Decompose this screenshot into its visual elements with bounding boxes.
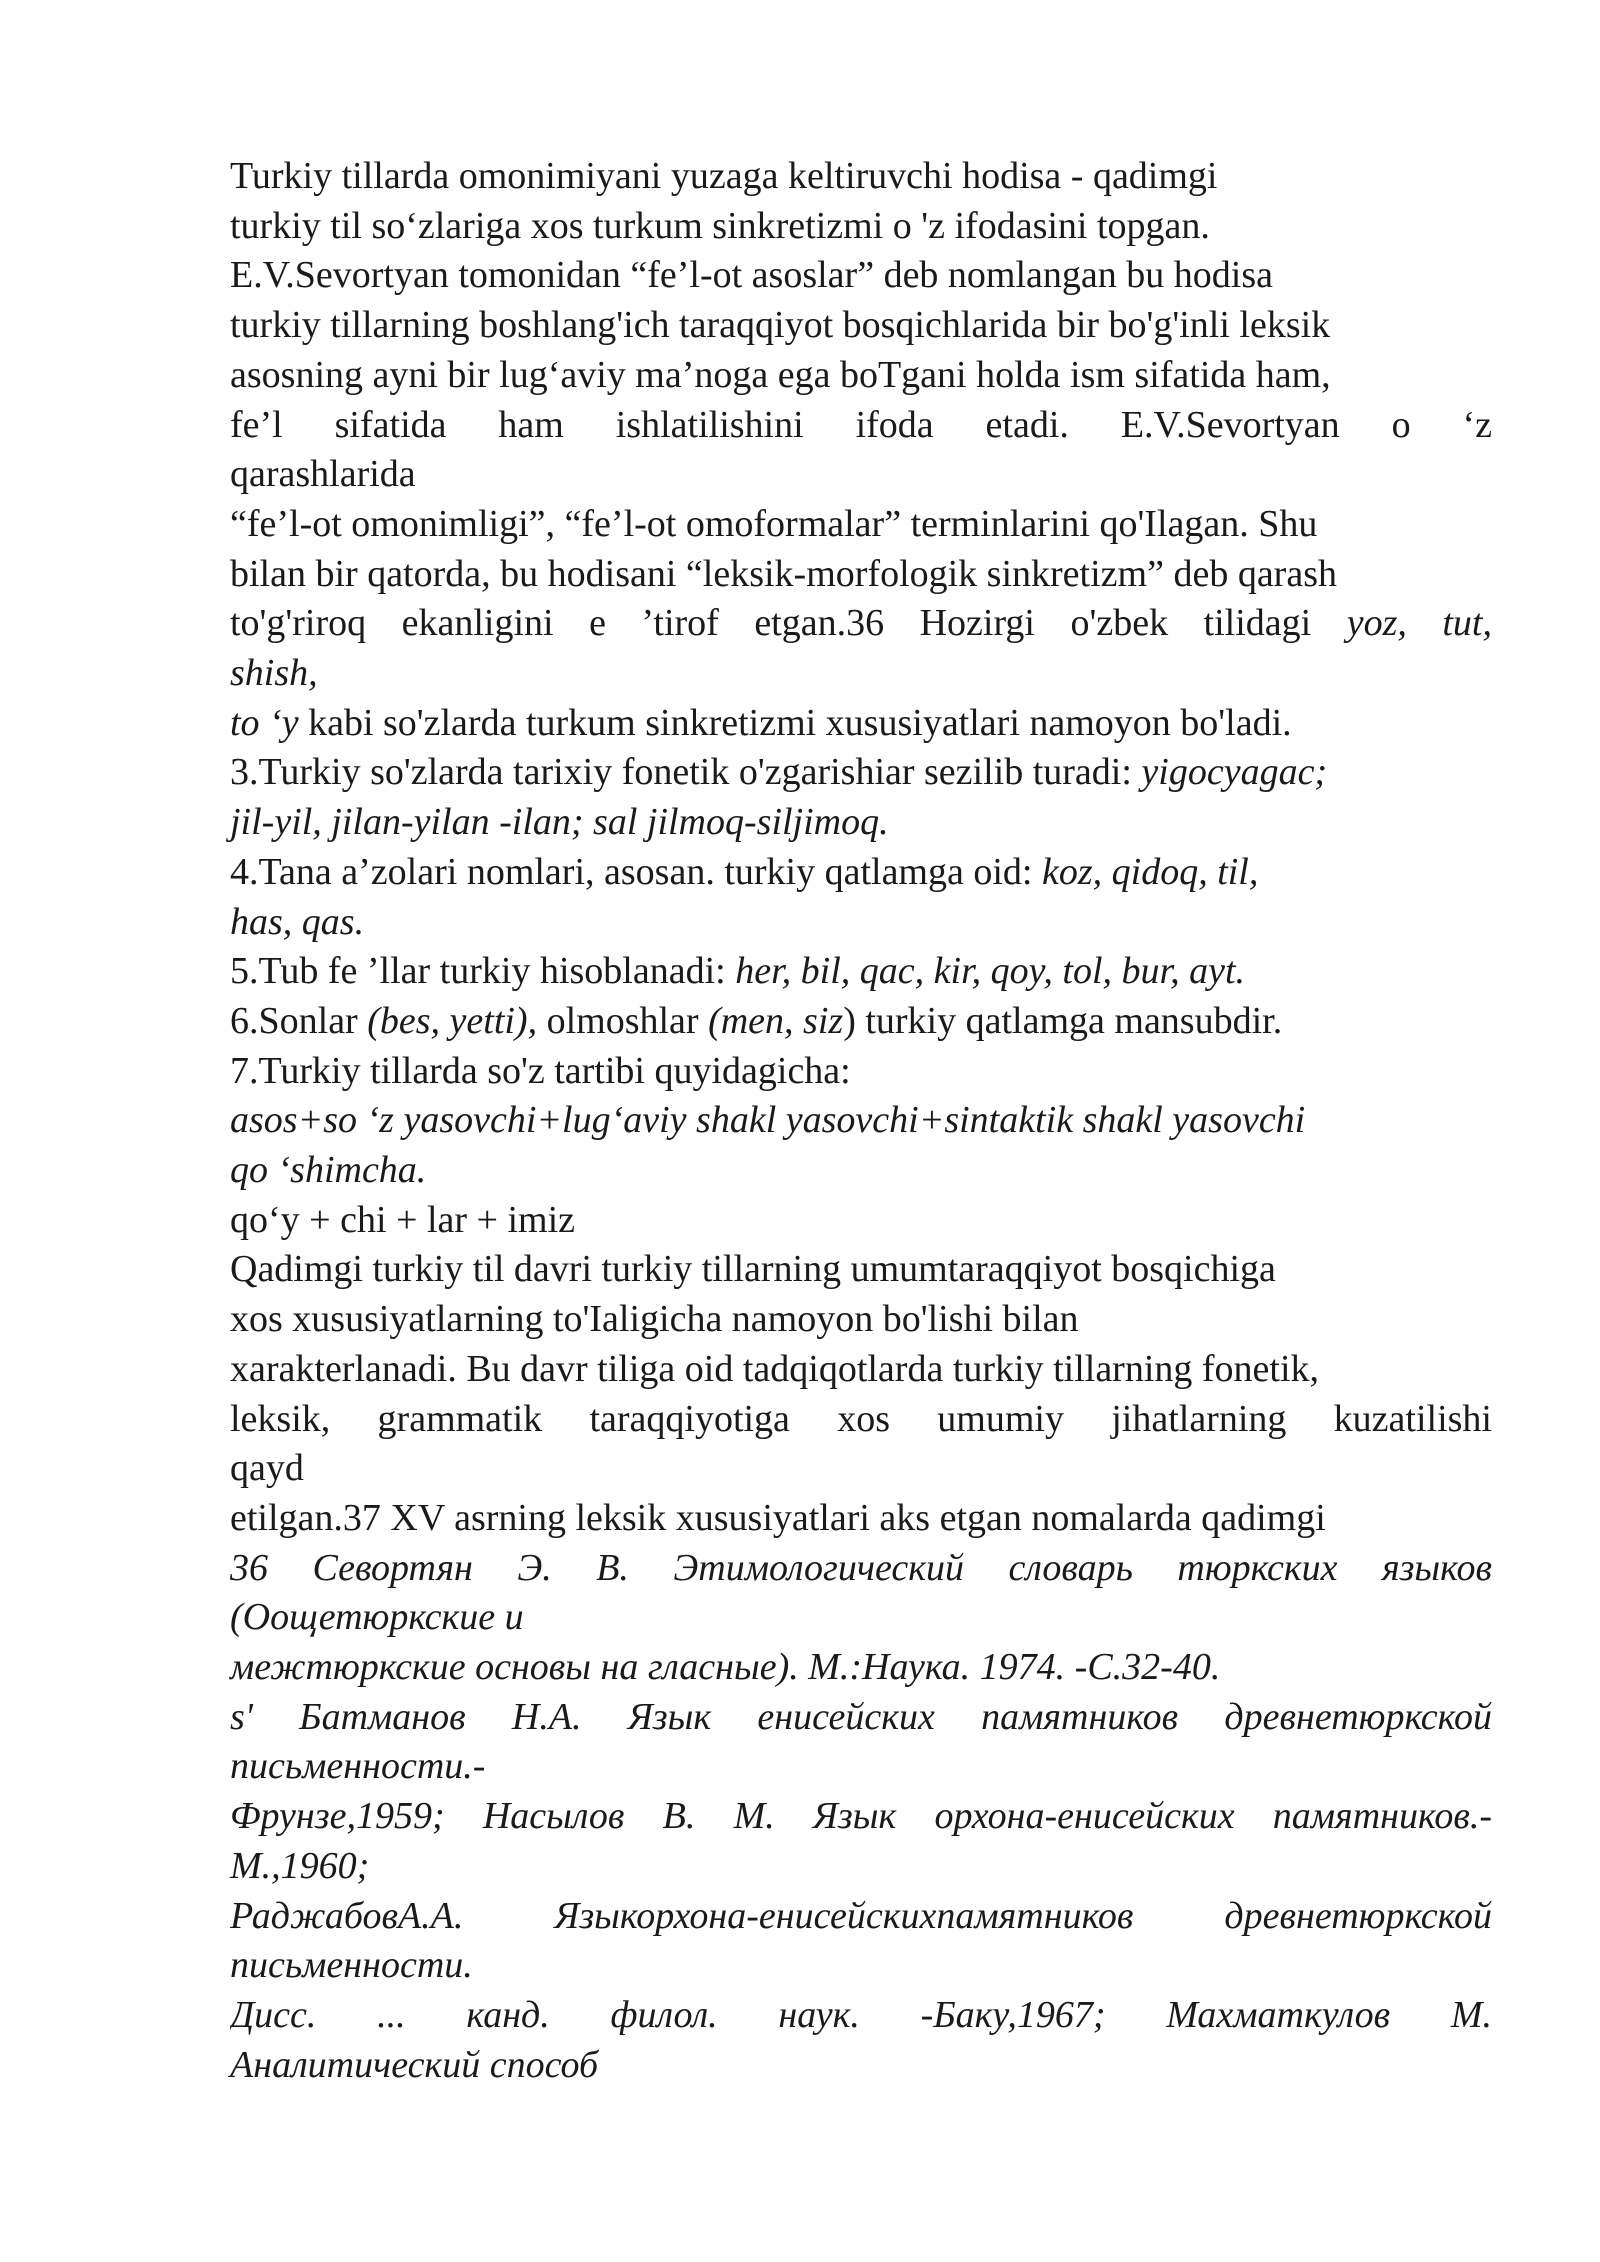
italic-example: to ‘y [230, 701, 299, 744]
footnote-line: межтюркские основы на гласные). М.:Наука. 1974. -С.32-40. [230, 1646, 1221, 1689]
text-line: etilgan.37 XV asrning leksik xususiyatlari aks etgan nomalarda qadimgi [230, 1496, 1326, 1539]
footnote-line: Фрунзе,1959; Насылов В. М. Язык орхона-енисейских памятников.- [230, 1795, 1492, 1838]
footnote-line: РаджабовА.А. Языкорхона-енисейскихпамятников древнетюркской [230, 1894, 1492, 1937]
footnote-line: 36 Севортян Э. В. Этимологический словарь тюркских языков [230, 1546, 1492, 1589]
italic-example: yigocyagac; [1141, 751, 1328, 794]
text-line: leksik, grammatik taraqqiyotiga xos umumiy jihatlarning kuzatilishi [230, 1397, 1492, 1440]
text-segment: to'g'riroq ekanligini e ’tirof etgan.36 Hozirgi o'zbek tilidagi [230, 602, 1312, 645]
italic-example: yoz, tut, [1346, 602, 1492, 645]
footnote-line: Дисс. ... канд. филол. наук. -Баку,1967; Махматкулов М. [230, 1993, 1492, 2036]
text-line [230, 599, 1492, 649]
text-segment: 5.Tub fe ’llar turkiy hisoblanadi: [230, 950, 736, 993]
text-line [230, 947, 1492, 997]
text-line: E.V.Sevortyan tomonidan “fe’l-ot asoslar” deb nomlangan bu hodisa [230, 254, 1273, 297]
footnote-line: s' Батманов Н.А. Язык енисейских памятников древнетюркской [230, 1695, 1492, 1738]
italic-example: her, bil, qac, kir, qoy, tol, bur, ayt. [735, 950, 1246, 993]
text-line: turkiy tillarning boshlang'ich taraqqiyot bosqichlarida bir bo'g'inli leksik [230, 304, 1331, 347]
text-line [230, 699, 1492, 749]
text-segment: kabi so'zlarda turkum sinkretizmi xususiyatlari namoyon bo'ladi. [298, 701, 1292, 744]
text-line: qayd [230, 1447, 304, 1490]
footnote-line: (Оощетюркские и [230, 1596, 524, 1639]
italic-example: koz, qidoq, til, [1041, 850, 1259, 893]
text-line: xarakterlanadi. Bu davr tiliga oid tadqiqotlarda turkiy tillarning fonetik, [230, 1347, 1320, 1390]
document-page [230, 152, 1492, 2090]
text-line [230, 997, 1492, 1047]
text-line: bilan bir qatorda, bu hodisani “leksik-morfologik sinkretizm” deb qarash [230, 552, 1337, 595]
text-line [230, 848, 1492, 898]
text-line: xos xususiyatlarning to'Ialigicha namoyon bo'lishi bilan [230, 1298, 1079, 1341]
text-line: “fe’l-ot omonimligi”, “fe’l-ot omoformalar” terminlarini qo'Ilagan. Shu [230, 502, 1318, 545]
text-line: turkiy til so‘zlariga xos turkum sinkretizmi o 'z ifodasini topgan. [230, 204, 1210, 247]
footnote-line: М.,1960; [230, 1844, 370, 1887]
text-line: qo‘y + chi + lar + imiz [230, 1198, 575, 1241]
text-line: asosning ayni bir lug‘aviy ma’noga ega boTgani holda ism sifatida ham, [230, 353, 1331, 396]
text-line: Turkiy tillarda omonimiyani yuzaga keltiruvchi hodisa - qadimgi [230, 155, 1218, 197]
footnote-line: письменности. [230, 1944, 473, 1987]
text-line: Qadimgi turkiy til davri turkiy tillarning umumtaraqqiyot bosqichiga [230, 1248, 1276, 1291]
text-segment: 3.Turkiy so'zlarda tarixiy fonetik o'zgarishiar sezilib turadi: [230, 751, 1142, 794]
text-segment: olmoshlar [537, 999, 709, 1042]
footnote-line: Аналитический способ [230, 2043, 599, 2086]
text-line: qarashlarida [230, 453, 416, 496]
italic-example: (bes, yetti), [367, 999, 538, 1042]
text-segment: 4.Tana a’zolari nomlari, asosan. turkiy qatlamga oid: [230, 850, 1042, 893]
italic-example: jil-yil, jilan-yilan -ilan; sal jilmoq-siljimoq. [230, 801, 889, 844]
italic-formula: qo ‘shimcha. [230, 1149, 427, 1192]
text-line [230, 748, 1492, 798]
footnote-line: письменности.- [230, 1745, 486, 1788]
italic-example: (men, siz [708, 999, 844, 1042]
italic-example: shish, [230, 652, 318, 694]
text-line: fe’l sifatida ham ishlatilishini ifoda etadi. E.V.Sevortyan o ‘z [230, 403, 1492, 446]
text-line: 7.Turkiy tillarda so'z tartibi quyidagicha: [230, 1049, 851, 1092]
italic-example: has, qas. [230, 900, 365, 943]
text-segment: 6.Sonlar [230, 999, 368, 1042]
text-segment: ) turkiy qatlamga mansubdir. [843, 999, 1283, 1042]
italic-formula: asos+so ‘z yasovchi+lug‘aviy shakl yasovchi+sintaktik shakl yasovchi [230, 1099, 1306, 1142]
